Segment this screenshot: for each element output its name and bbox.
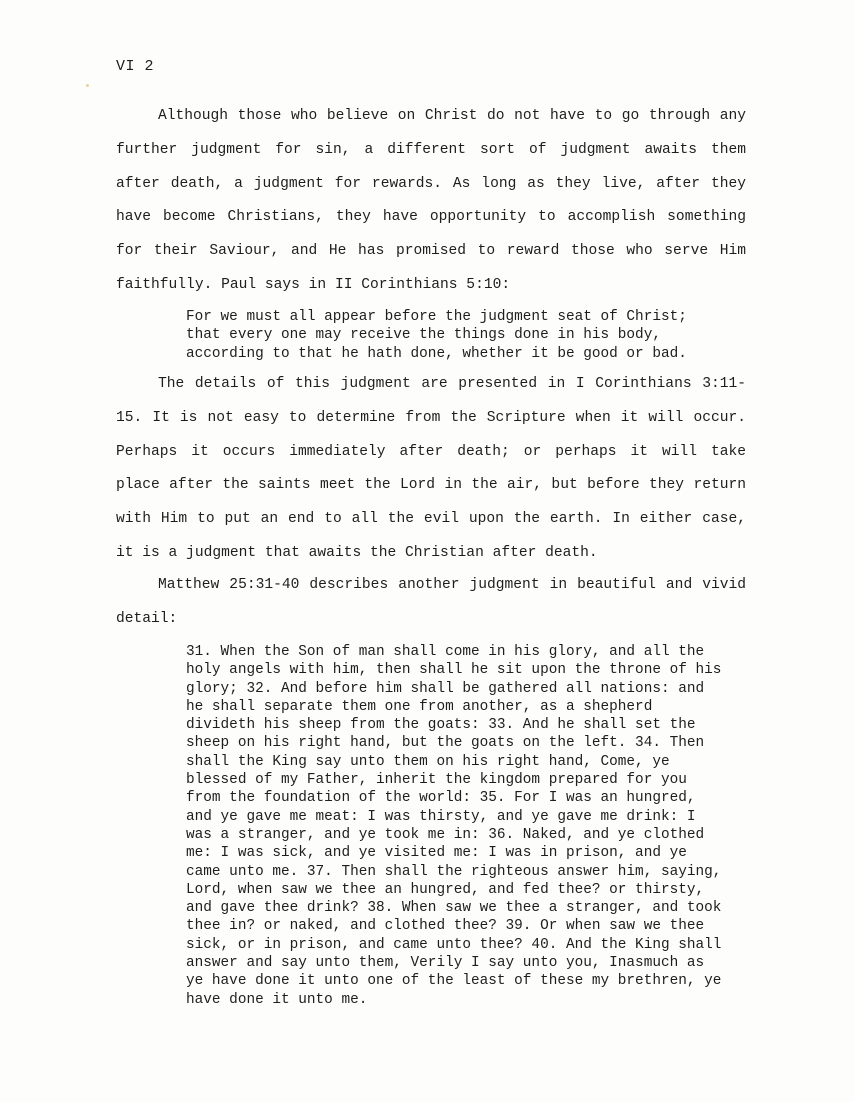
scripture-quote-matthew-25: 31. When the Son of man shall come in his glory, and all the holy angels with him, then shall he sit upon the throne of his glory; 32. And before him shall be gathered all nations: and he shall separate them one from another, as a shepherd divideth his sheep from the goats: 33. And he shall set the sheep on his right hand, but the goats on the left. 34. Then shall the King say unto them on his right hand, Come, ye blessed of my Father, inherit the kingdom prepared for you from the foundation of the world: 35. For I was an hungred, and ye gave me meat: I was thirsty, and ye gave me drink: I was a stranger, and ye took me in: 36. Naked, and ye clothed me: I was sick, and ye visited me: I was in prison, and ye came unto me. 37. Then shall the righteous answer him, saying, Lord, when saw we thee an hungred, and fed thee? or thirsty, and gave thee drink? 38. When saw we thee a stranger, and took thee in? or naked, and clothed thee? 39. Or when saw we thee sick, or in prison, and came unto thee? 40. And the King shall answer and say unto them, Verily I say unto you, Inasmuch as ye have done it unto one of the least of these my brethren, ye have done it unto me. bbox=[186, 644, 722, 1008]
paper-speck bbox=[86, 84, 89, 87]
paragraph-details-of-judgment: The details of this judgment are presented in I Corinthians 3:11-15. It is not easy to determine from the Scripture when it will occur. Perhaps it occurs immediately after death; or perhaps it will take place after the saints meet the Lord in the air, but before they return with Him to put an end to all the evil upon the earth. In either case, it is a judgment that awaits the Christian after death. bbox=[116, 376, 746, 561]
page-number: VI 2 bbox=[116, 58, 155, 75]
paragraph-judgment-for-rewards: Although those who believe on Christ do not have to go through any further judgment for sin, a different sort of judgment awaits them after death, a judgment for rewards. As long as they live, after they have become Christians, they have opportunity to accomplish something for their Saviour, and He has promised to reward those who serve Him faithfully. Paul says in II Corinthians 5:10: bbox=[116, 108, 746, 293]
scripture-quote-2-corinthians: For we must all appear before the judgment seat of Christ; that every one may receive the things done in his body, according to that he hath done, whether it be good or bad. bbox=[186, 309, 687, 362]
paragraph-matthew-intro: Matthew 25:31-40 describes another judgment in beautiful and vivid detail: bbox=[116, 577, 746, 627]
